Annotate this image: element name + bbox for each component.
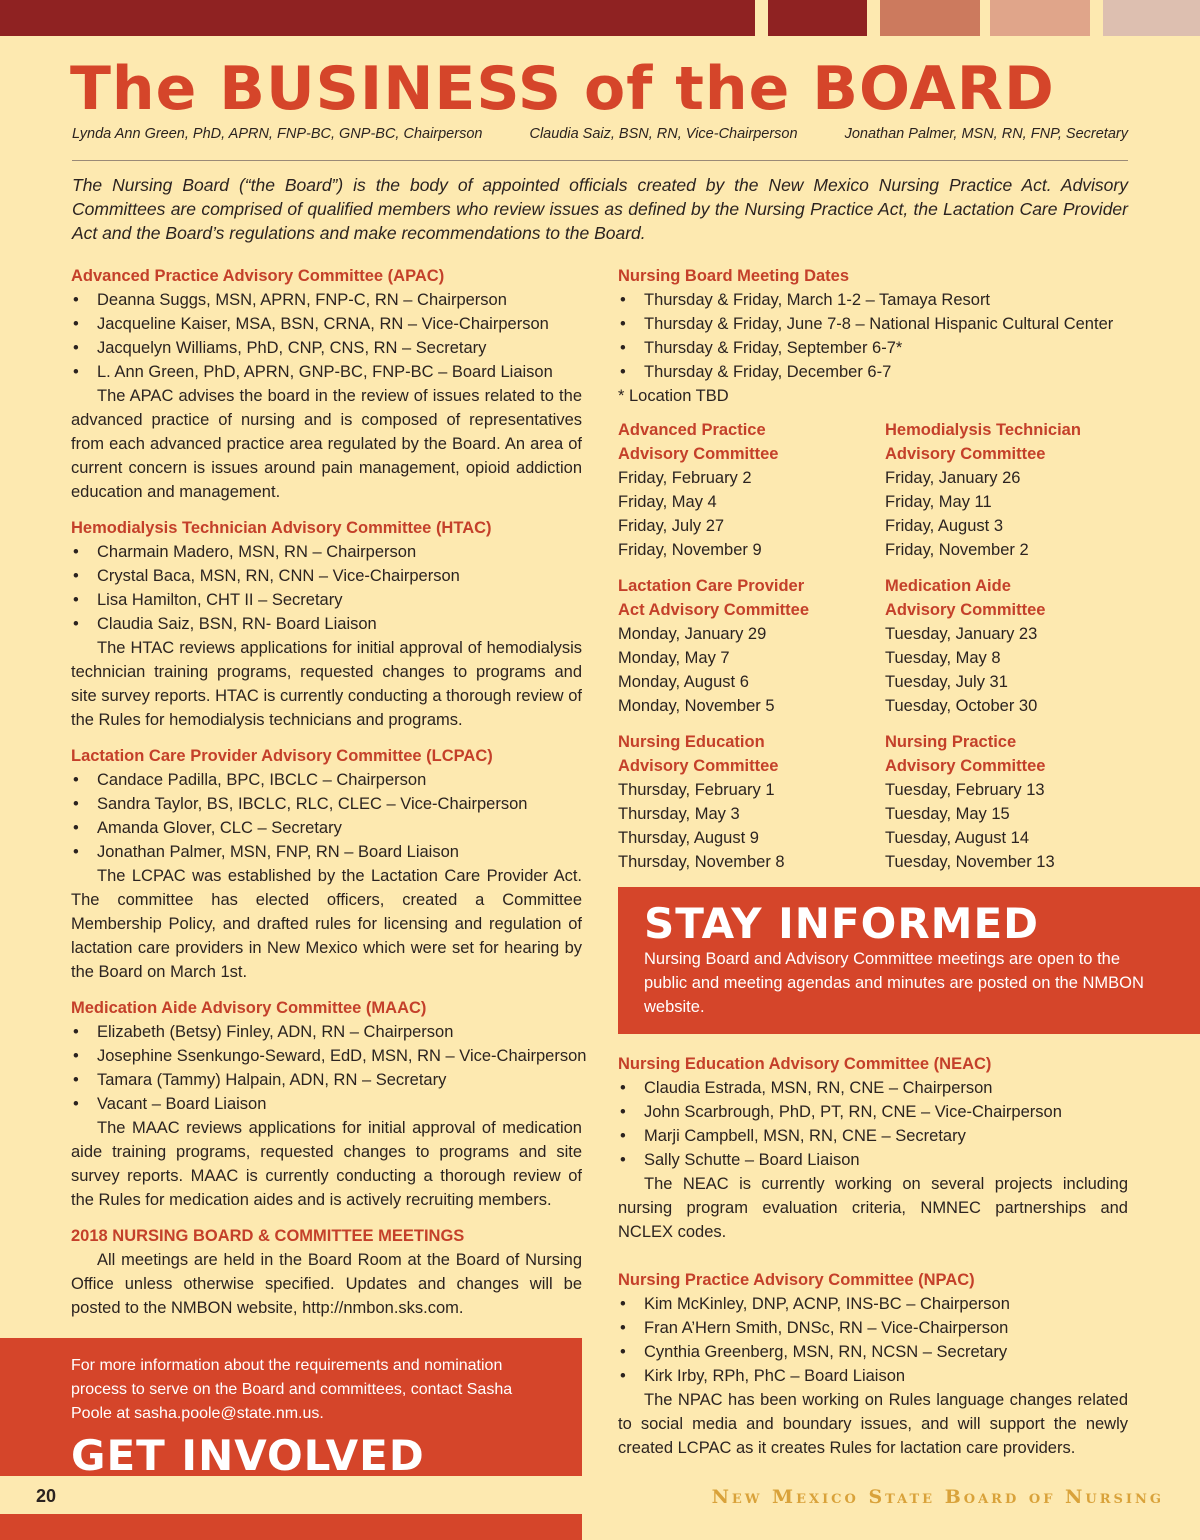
committee-schedule-grid (618, 418, 1128, 874)
bottom-color-bar (0, 1514, 582, 1540)
list-item: • Claudia Estrada, MSN, RN, CNE – Chairperson (618, 1076, 1128, 1100)
npac-members (618, 1292, 1128, 1388)
page-title: The BUSINESS of the BOARD (70, 54, 1055, 124)
schedule-date: Friday, January 26 (885, 469, 1021, 487)
meetings-2018-heading: 2018 NURSING BOARD & COMMITTEE MEETINGS (71, 1227, 465, 1245)
lcpac-heading: Lactation Care Provider Advisory Committee (LCPAC) (71, 747, 493, 765)
schedule-block (618, 418, 885, 562)
schedule-heading: Nursing Education (618, 733, 765, 751)
list-item: • Cynthia Greenberg, MSN, RN, NCSN – Secretary (618, 1340, 1128, 1364)
schedule-date: Monday, November 5 (618, 697, 775, 715)
npac-heading: Nursing Practice Advisory Committee (NPAC) (618, 1271, 975, 1289)
maac-heading: Medication Aide Advisory Committee (MAAC) (71, 999, 427, 1017)
list-item: • Thursday & Friday, December 6-7 (618, 360, 1128, 384)
neac-description: The NEAC is currently working on several projects including nursing program evaluation criteria, NMNEC partnerships and NCLEX codes. (618, 1175, 1128, 1241)
schedule-date: Tuesday, May 15 (885, 805, 1010, 823)
schedule-heading: Advisory Committee (885, 757, 1046, 775)
schedule-date: Tuesday, February 13 (885, 781, 1045, 799)
schedule-date: Friday, November 9 (618, 541, 762, 559)
schedule-date: Tuesday, August 14 (885, 829, 1030, 847)
page-number: 20 (36, 1486, 57, 1506)
schedule-date: Tuesday, January 23 (885, 625, 1038, 643)
neac-heading: Nursing Education Advisory Committee (NEAC) (618, 1055, 992, 1073)
list-item: • Sandra Taylor, BS, IBCLC, RLC, CLEC – Vice-Chairperson (71, 792, 582, 816)
htac-heading: Hemodialysis Technician Advisory Committee (HTAC) (71, 519, 492, 537)
schedule-heading: Lactation Care Provider (618, 577, 805, 595)
schedule-block (618, 730, 885, 874)
list-item: • Amanda Glover, CLC – Secretary (71, 816, 582, 840)
apac-members (71, 288, 582, 384)
officer-chairperson: Lynda Ann Green, PhD, APRN, FNP-BC, GNP-BC, Chairperson (72, 126, 483, 142)
lcpac-members (71, 768, 582, 864)
top-bar-segment (990, 0, 1090, 36)
list-item: • Fran A’Hern Smith, DNSc, RN – Vice-Chairperson (618, 1316, 1128, 1340)
schedule-date: Friday, November 2 (885, 541, 1029, 559)
list-item: • Sally Schutte – Board Liaison (618, 1148, 1128, 1172)
publication-name: New Mexico State Board of Nursing (711, 1486, 1164, 1508)
lcpac-description: The LCPAC was established by the Lactation Care Provider Act. The committee has elected officers, created a Committee Membership Policy, and drafted rules for licensing and regulation of lactation care providers in New Mexico which were set for hearing by the Board on March 1st. (71, 867, 582, 981)
schedule-heading: Hemodialysis Technician (885, 421, 1081, 439)
divider (72, 160, 1128, 161)
schedule-date: Friday, February 2 (618, 469, 752, 487)
list-item: • Elizabeth (Betsy) Finley, ADN, RN – Chairperson (71, 1020, 582, 1044)
list-item: • Deanna Suggs, MSN, APRN, FNP-C, RN – Chairperson (71, 288, 582, 312)
top-bar-segment (880, 0, 980, 36)
neac-members (618, 1076, 1128, 1172)
schedule-date: Friday, May 4 (618, 493, 717, 511)
list-item: • Tamara (Tammy) Halpain, ADN, RN – Secretary (71, 1068, 582, 1092)
schedule-heading: Act Advisory Committee (618, 601, 810, 619)
schedule-heading: Advisory Committee (618, 757, 779, 775)
list-item: • Claudia Saiz, BSN, RN- Board Liaison (71, 612, 582, 636)
schedule-date: Monday, August 6 (618, 673, 749, 691)
right-column-lower (618, 1052, 1128, 1460)
schedule-date: Tuesday, May 8 (885, 649, 1001, 667)
schedule-block (885, 730, 1128, 874)
board-officers (72, 126, 1128, 142)
stay-informed-text: Nursing Board and Advisory Committee meetings are open to the public and meeting agendas and minutes are posted on the NMBON website. (644, 950, 1144, 1016)
list-item: • Lisa Hamilton, CHT II – Secretary (71, 588, 582, 612)
schedule-heading: Advisory Committee (885, 445, 1046, 463)
schedule-date: Thursday, November 8 (618, 853, 785, 871)
schedule-heading: Advisory Committee (885, 601, 1046, 619)
htac-description: The HTAC reviews applications for initial approval of hemodialysis technician training programs, requested changes to programs and site survey reports. HTAC is currently conducting a thorough review of the Rules for hemodialysis technicians and programs. (71, 639, 582, 729)
schedule-block (885, 574, 1128, 718)
schedule-date: Tuesday, July 31 (885, 673, 1008, 691)
maac-members (71, 1020, 587, 1116)
list-item: • Vacant – Board Liaison (71, 1092, 582, 1116)
right-column (618, 264, 1128, 874)
list-item: • Josephine Ssenkungo-Seward, EdD, MSN, RN – Vice-Chairperson (71, 1044, 582, 1068)
get-involved-box (0, 1338, 582, 1480)
list-item: • L. Ann Green, PhD, APRN, GNP-BC, FNP-BC – Board Liaison (71, 360, 582, 384)
list-item: • Jacqueline Kaiser, MSA, BSN, CRNA, RN – Vice-Chairperson (71, 312, 582, 336)
schedule-date: Tuesday, October 30 (885, 697, 1038, 715)
apac-heading: Advanced Practice Advisory Committee (APAC) (71, 267, 445, 285)
schedule-date: Friday, August 3 (885, 517, 1004, 535)
schedule-heading: Advanced Practice (618, 421, 766, 439)
get-involved-title: GET INVOLVED (71, 1431, 425, 1480)
schedule-date: Friday, May 11 (885, 493, 992, 511)
schedule-date: Thursday, February 1 (618, 781, 775, 799)
npac-description: The NPAC has been working on Rules language changes related to social media and boundary issues, and will support the newly created LCPAC as it creates Rules for lactation care providers. (618, 1391, 1128, 1457)
list-item: • Jonathan Palmer, MSN, FNP, RN – Board Liaison (71, 840, 582, 864)
top-bar-segment (1103, 0, 1200, 36)
board-dates-heading: Nursing Board Meeting Dates (618, 267, 850, 285)
list-item: • Thursday & Friday, March 1-2 – Tamaya Resort (618, 288, 1128, 312)
list-item: • Kirk Irby, RPh, PhC – Board Liaison (618, 1364, 1128, 1388)
intro-paragraph: The Nursing Board (“the Board”) is the body of appointed officials created by the New Mexico Nursing Practice Act. Advisory Committees are comprised of qualified members who review issues as defined by the Nursing Practice Act, the Lactation Care Provider Act and the Board’s regulations and make recommendations to the Board. (72, 175, 1128, 243)
stay-informed-box (618, 887, 1200, 1034)
stay-informed-title: STAY INFORMED (644, 899, 1040, 948)
list-item: • Candace Padilla, BPC, IBCLC – Chairperson (71, 768, 582, 792)
schedule-heading: Advisory Committee (618, 445, 779, 463)
board-dates-list (618, 288, 1128, 384)
apac-description: The APAC advises the board in the review of issues related to the advanced practice of nursing and is composed of representatives from each advanced practice area regulated by the Board. An area of current concern is issues around pain management, opioid addiction education and management. (71, 387, 582, 501)
left-column (71, 264, 587, 1320)
schedule-heading: Nursing Practice (885, 733, 1017, 751)
officer-secretary: Jonathan Palmer, MSN, RN, FNP, Secretary (844, 126, 1128, 142)
schedule-date: Monday, May 7 (618, 649, 730, 667)
schedule-date: Monday, January 29 (618, 625, 767, 643)
top-bar-segment (768, 0, 867, 36)
schedule-heading: Medication Aide (885, 577, 1011, 595)
htac-members (71, 540, 582, 636)
get-involved-text: For more information about the requirements and nomination process to serve on the Board and committees, contact Sasha Poole at sasha.poole@state.nm.us. (71, 1357, 513, 1422)
location-note: * Location TBD (618, 387, 729, 405)
list-item: • Charmain Madero, MSN, RN – Chairperson (71, 540, 582, 564)
list-item: • Thursday & Friday, September 6-7* (618, 336, 1128, 360)
schedule-date: Thursday, August 9 (618, 829, 759, 847)
list-item: • John Scarbrough, PhD, PT, RN, CNE – Vice-Chairperson (618, 1100, 1128, 1124)
officer-vice-chairperson: Claudia Saiz, BSN, RN, Vice-Chairperson (529, 126, 798, 142)
list-item: • Jacquelyn Williams, PhD, CNP, CNS, RN – Secretary (71, 336, 582, 360)
top-bar-segment (0, 0, 755, 36)
list-item: • Kim McKinley, DNP, ACNP, INS-BC – Chairperson (618, 1292, 1128, 1316)
schedule-date: Friday, July 27 (618, 517, 725, 535)
meetings-2018-description: All meetings are held in the Board Room at the Board of Nursing Office unless otherwise specified. Updates and changes will be posted to the NMBON website, http://nmbon.sks.com. (71, 1251, 582, 1317)
list-item: • Thursday & Friday, June 7-8 – National Hispanic Cultural Center (618, 312, 1128, 336)
list-item: • Marji Campbell, MSN, RN, CNE – Secretary (618, 1124, 1128, 1148)
schedule-block (618, 574, 885, 718)
schedule-block (885, 418, 1128, 562)
list-item: • Crystal Baca, MSN, RN, CNN – Vice-Chairperson (71, 564, 582, 588)
schedule-date: Thursday, May 3 (618, 805, 740, 823)
maac-description: The MAAC reviews applications for initial approval of medication aide training programs, requested changes to programs and site survey reports. MAAC is currently conducting a thorough review of the Rules for medication aides and is actively recruiting members. (71, 1119, 582, 1209)
top-color-bar (0, 0, 1200, 36)
schedule-date: Tuesday, November 13 (885, 853, 1055, 871)
